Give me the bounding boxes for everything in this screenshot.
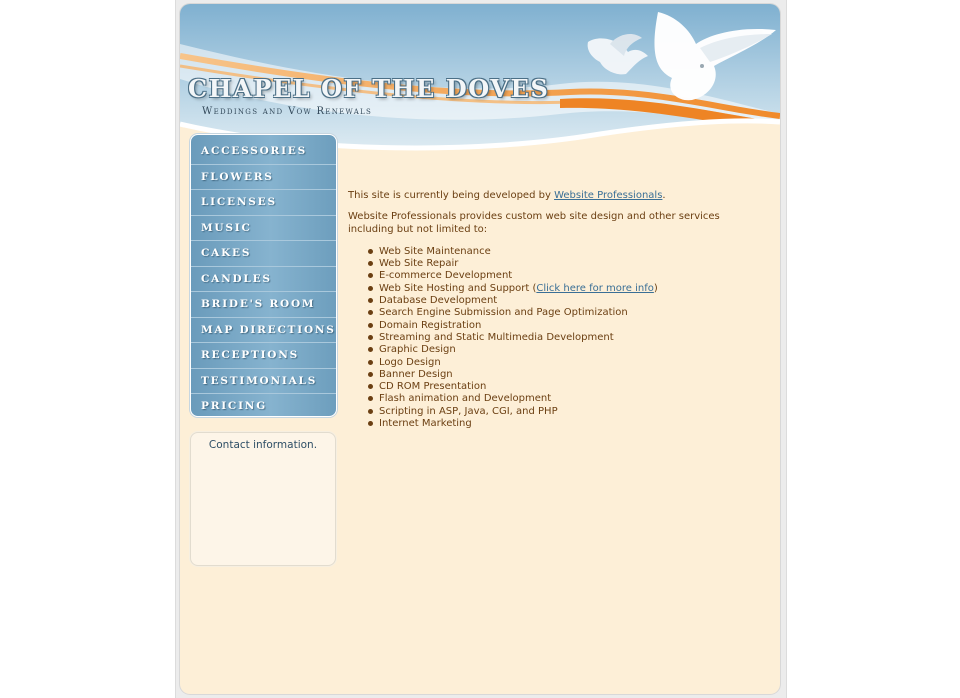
nav-item-candles[interactable]: CANDLES: [191, 267, 336, 293]
nav-item-cakes[interactable]: CAKES: [191, 241, 336, 267]
contact-info-box: [190, 432, 336, 566]
service-label: Graphic Design: [379, 344, 456, 356]
nav-item-flowers[interactable]: FLOWERS: [191, 165, 336, 191]
list-item: [368, 369, 762, 381]
bullet-icon: [368, 347, 373, 352]
service-label: Database Development: [379, 295, 498, 307]
list-item: [368, 283, 762, 295]
bullet-icon: [368, 261, 373, 266]
bullet-icon: [368, 396, 373, 401]
intro-text: This site is currently being developed by: [348, 190, 555, 201]
intro-paragraph: [348, 190, 762, 202]
list-item: [368, 270, 762, 282]
intro-suffix: .: [662, 190, 666, 201]
list-item: [368, 381, 762, 393]
list-item: [368, 332, 762, 344]
bullet-icon: [368, 384, 373, 389]
nav-item-accessories[interactable]: ACCESSORIES: [191, 139, 336, 165]
nav-item-music[interactable]: MUSIC: [191, 216, 336, 242]
service-label: Logo Design: [379, 356, 441, 368]
bullet-icon: [368, 360, 373, 365]
list-item: [368, 320, 762, 332]
service-label: Streaming and Static Multimedia Development: [379, 331, 614, 343]
nav-item-licenses[interactable]: LICENSES: [191, 190, 336, 216]
nav-item-testimonials[interactable]: TESTIMONIALS: [191, 369, 336, 395]
nav-item-pricing[interactable]: PRICING: [201, 400, 267, 412]
list-item: [368, 393, 762, 405]
services-description: Website Professionals provides custom web site design and other services including but not limited to:: [348, 211, 720, 235]
services-list: [348, 246, 762, 430]
website-professionals-link[interactable]: Website Professionals: [554, 190, 663, 201]
page-container: [180, 4, 780, 694]
bullet-icon: [368, 310, 373, 315]
list-item: [368, 246, 762, 258]
list-item: [368, 295, 762, 307]
main-navigation: [190, 134, 337, 417]
service-label: E-commerce Development: [379, 270, 513, 282]
service-label: Scripting in ASP, Java, CGI, and PHP: [379, 405, 558, 417]
service-label: Internet Marketing: [379, 418, 472, 430]
main-content: [348, 190, 762, 430]
bullet-icon: [368, 323, 373, 328]
site-subtitle: Weddings and Vow Renewals: [202, 106, 373, 117]
bullet-icon: [368, 273, 373, 278]
service-label: Flash animation and Development: [379, 393, 552, 405]
service-label: Web Site Hosting and Support (: [379, 282, 537, 294]
list-item: [368, 418, 762, 430]
site-title: CHAPEL OF THE DOVES: [188, 74, 550, 103]
bullet-icon: [368, 249, 373, 254]
service-label: Web Site Repair: [379, 258, 459, 270]
service-label: Banner Design: [379, 368, 453, 380]
service-label: Web Site Maintenance: [379, 245, 491, 257]
bullet-icon: [368, 298, 373, 303]
list-item: [368, 258, 762, 270]
list-item: [368, 406, 762, 418]
bullet-icon: [368, 286, 373, 291]
nav-item-brides-room[interactable]: BRIDE'S ROOM: [191, 292, 336, 318]
service-label: CD ROM Presentation: [379, 381, 487, 393]
service-label: Domain Registration: [379, 319, 482, 331]
list-item: [368, 357, 762, 369]
nav-item-map-directions[interactable]: MAP DIRECTIONS: [191, 318, 336, 344]
list-item: [368, 307, 762, 319]
hosting-suffix: ): [653, 282, 658, 294]
contact-title: Contact information.: [208, 439, 318, 451]
nav-item-receptions[interactable]: RECEPTIONS: [191, 343, 336, 369]
list-item: [368, 344, 762, 356]
service-label: Search Engine Submission and Page Optimization: [379, 307, 628, 319]
bullet-icon: [368, 335, 373, 340]
bullet-icon: [368, 421, 373, 426]
hosting-more-info-link[interactable]: Click here for more info: [536, 282, 654, 294]
bullet-icon: [368, 409, 373, 414]
bullet-icon: [368, 372, 373, 377]
